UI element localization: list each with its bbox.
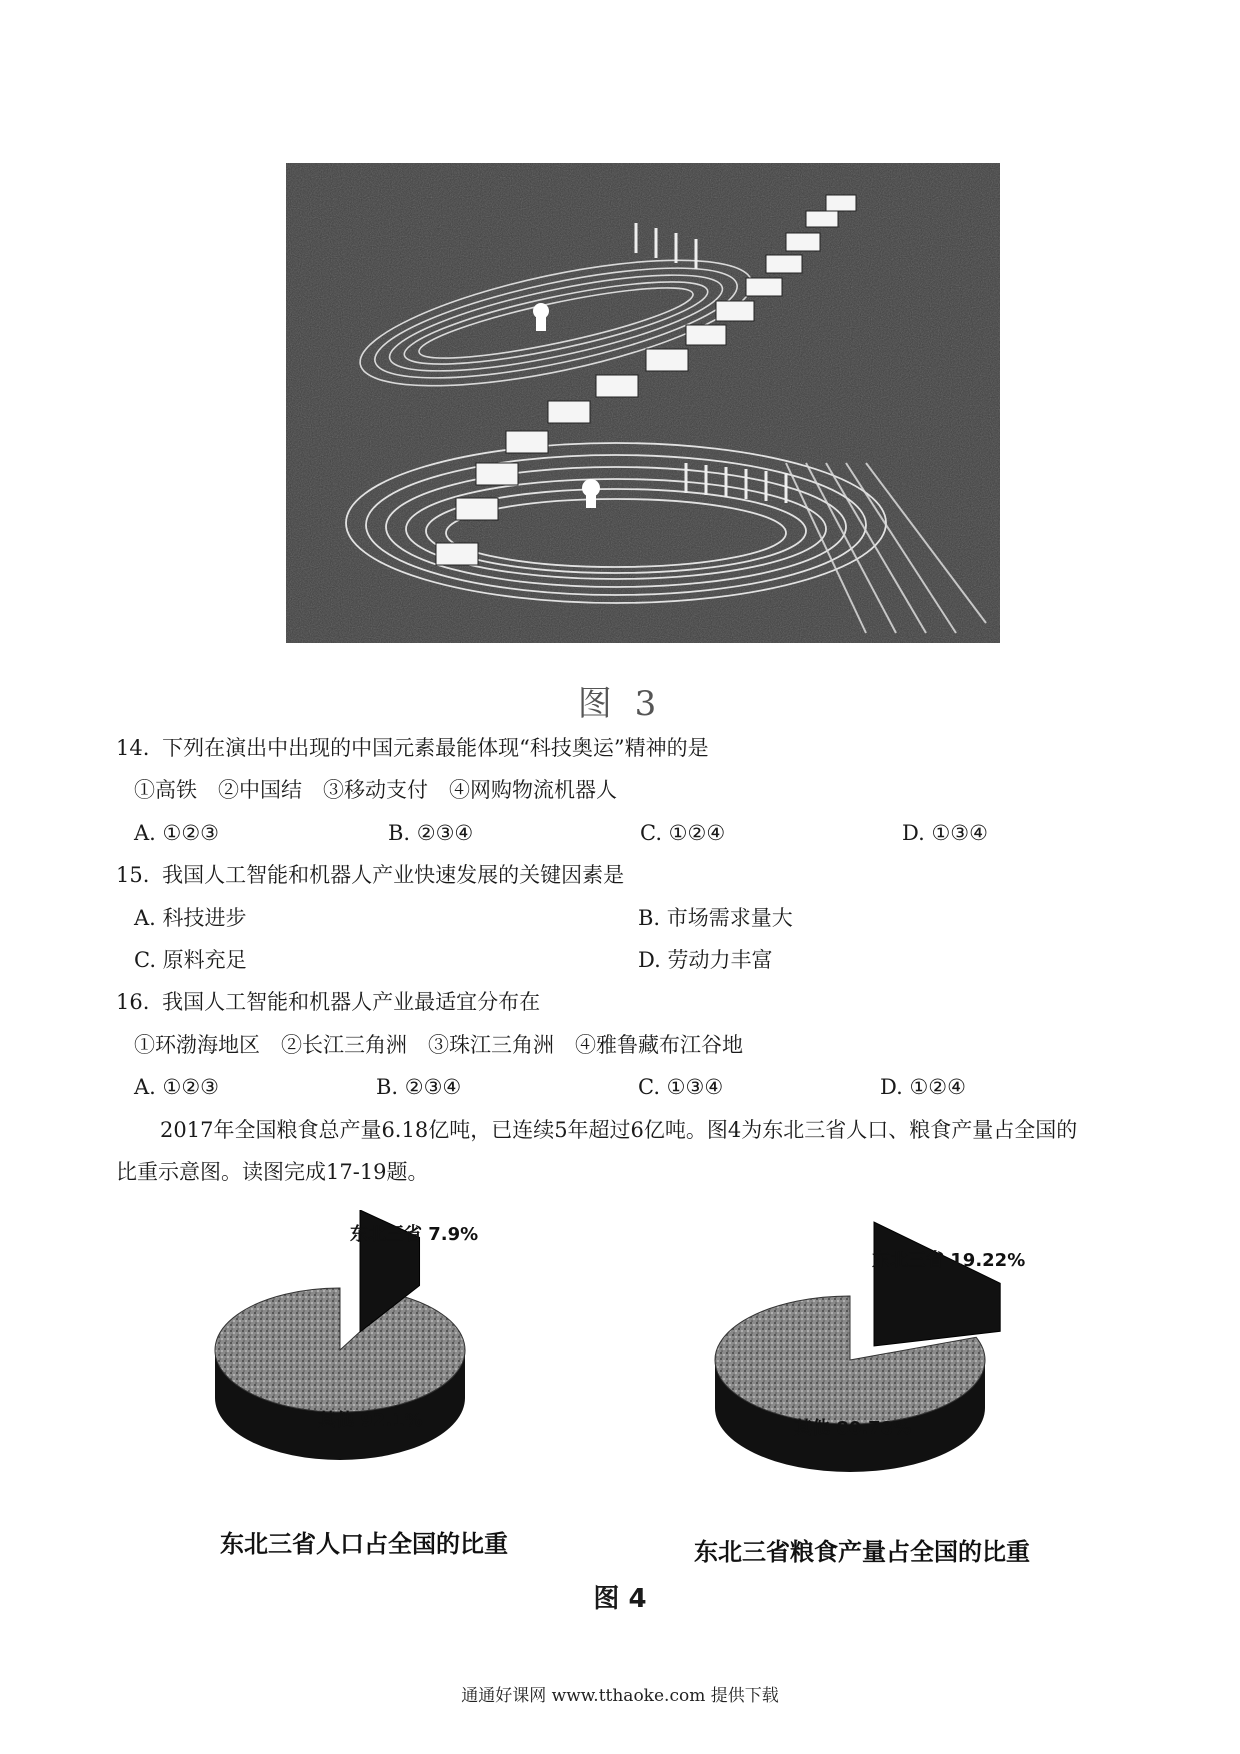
pie-1-slice-label-northeast: 东北三省 7.9% xyxy=(350,1224,479,1245)
figure-4-caption: 图 4 xyxy=(593,1584,647,1614)
q14-option-c: C. ①②④ xyxy=(640,821,726,845)
footer-text: 通通好课网 www.tthaoke.com 提供下载 xyxy=(461,1686,779,1706)
q15-option-c: C. 原料充足 xyxy=(134,948,247,972)
figure-3-photo xyxy=(286,163,1000,643)
intro-line-1: 2017年全国粮食总产量6.18亿吨，已连续5年超过6亿吨。图4为东北三省人口、粮食产量占全国的 xyxy=(160,1118,1078,1142)
pie-2-title: 东北三省粮食产量占全国的比重 xyxy=(694,1538,1030,1566)
question-text: 下列在演出中出现的中国元素最能体现“科技奥运”精神的是 xyxy=(162,736,709,760)
pie-chart-population xyxy=(200,1210,500,1510)
pie-1-slice-label-other: 其他 92.1% xyxy=(318,1410,423,1431)
q15-option-b: B. 市场需求量大 xyxy=(638,906,793,930)
question-number: 14. xyxy=(116,736,150,760)
question-14-items: ①高铁 ②中国结 ③移动支付 ④网购物流机器人 xyxy=(134,778,617,802)
pie-slice-northeast xyxy=(874,1222,1000,1346)
pie-2-slice-label-northeast: 东北三省 19.22% xyxy=(872,1250,1026,1271)
question-14-stem xyxy=(116,734,709,762)
question-15-stem xyxy=(116,861,624,889)
q16-option-a: A. ①②③ xyxy=(134,1075,219,1099)
question-16-stem xyxy=(116,988,540,1016)
question-number: 15. xyxy=(116,863,150,887)
figure-3-caption: 图 3 xyxy=(577,684,663,724)
intro-line-2: 比重示意图。读图完成17-19题。 xyxy=(116,1160,429,1184)
question-text: 我国人工智能和机器人产业快速发展的关键因素是 xyxy=(162,863,625,887)
pie-2-slice-label-other: 其他 80.78% xyxy=(794,1418,912,1439)
pie-slice-other xyxy=(215,1288,465,1412)
q16-option-d: D. ①②④ xyxy=(880,1075,966,1099)
q14-option-d: D. ①③④ xyxy=(902,821,988,845)
q14-option-b: B. ②③④ xyxy=(388,821,474,845)
question-text: 我国人工智能和机器人产业最适宜分布在 xyxy=(162,990,541,1014)
q16-option-c: C. ①③④ xyxy=(638,1075,724,1099)
question-number: 16. xyxy=(116,990,150,1014)
pie-1-title: 东北三省人口占全国的比重 xyxy=(220,1530,508,1558)
q15-option-a: A. 科技进步 xyxy=(134,906,247,930)
question-16-items: ①环渤海地区 ②长江三角洲 ③珠江三角洲 ④雅鲁藏布江谷地 xyxy=(134,1033,743,1057)
q15-option-d: D. 劳动力丰富 xyxy=(638,948,773,972)
q16-option-b: B. ②③④ xyxy=(376,1075,462,1099)
q14-option-a: A. ①②③ xyxy=(134,821,219,845)
